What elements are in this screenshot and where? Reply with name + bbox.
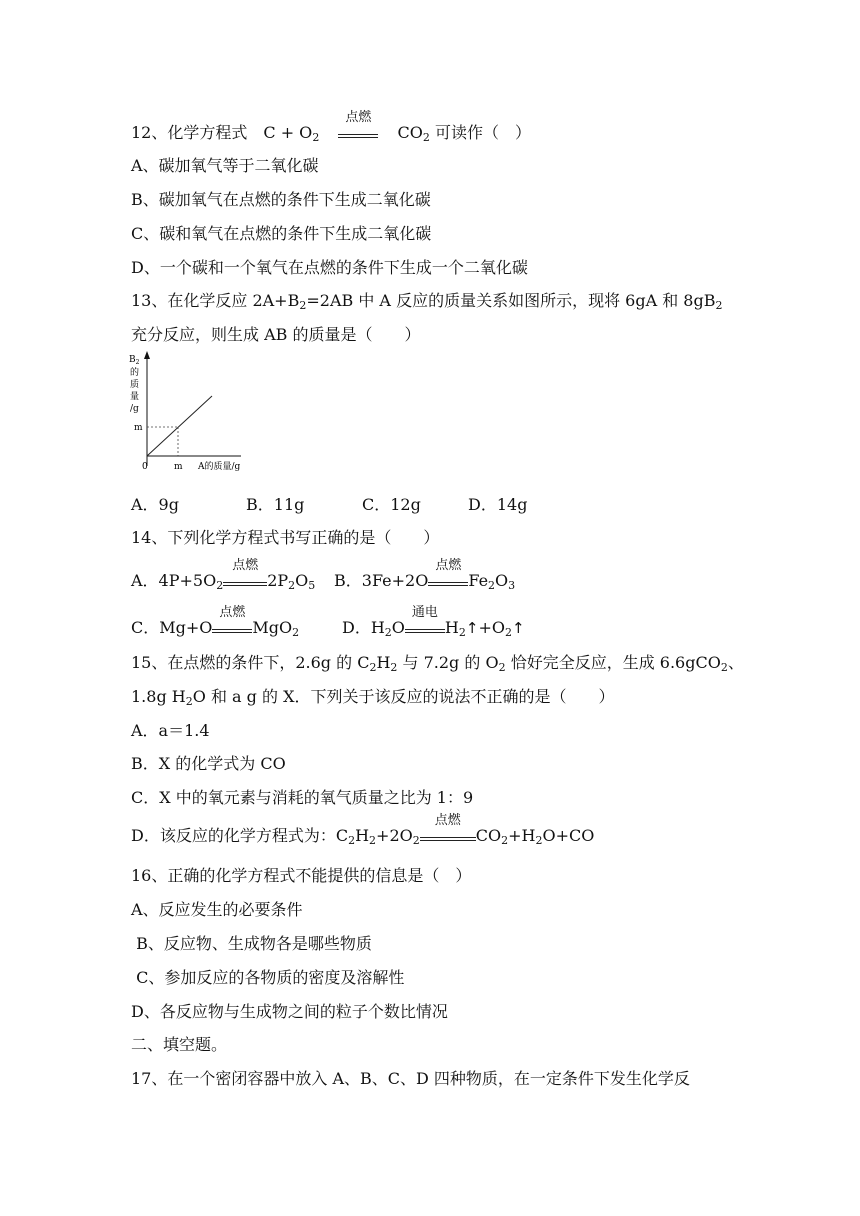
double-line: [338, 134, 378, 138]
section-heading: 二、填空题。: [131, 1035, 228, 1054]
reaction-condition: [212, 605, 252, 633]
reaction-condition: [420, 813, 476, 841]
q12-option-b: B、碳加氧气在点燃的条件下生成二氧化碳: [131, 190, 431, 209]
q13-mass-graph: [126, 348, 256, 478]
subscript: 2: [369, 661, 377, 674]
y-axis-arrow: [144, 351, 150, 359]
q14-a-reactants: A．4P+5O: [131, 571, 217, 590]
q12-stem: [131, 110, 531, 149]
subscript: 2: [390, 661, 398, 674]
q14-option-b: [334, 558, 516, 597]
q15-text-f: O 和 a g 的 X．下列关于该反应的说法不正确的是（ ）: [192, 687, 615, 706]
q15-stem-line1: 15、在点燃的条件下，2.6g 的 $C_2H_2$ 与 7.2g 的 $O_2$ 恰好完全反应，生成 6.6gCO$_2$、: [131, 653, 744, 674]
subscript: 3: [508, 579, 516, 592]
q14-option-c: [131, 605, 300, 644]
subscript: 2: [498, 661, 506, 674]
reaction-condition: [405, 605, 445, 633]
condition-label: 点燃: [435, 558, 462, 573]
subscript: 2: [715, 299, 723, 312]
q15-text-a: 15、在点燃的条件下，2.6g 的 C: [131, 653, 370, 672]
subscript: 2: [348, 834, 356, 847]
subscript: 2: [369, 834, 377, 847]
q13-stem-line2: 充分反应，则生成 AB 的质量是（ ）: [131, 325, 421, 344]
subscript: 2: [292, 626, 300, 639]
q14-c-product: MgO: [252, 618, 293, 637]
q12-stem-text: 12、化学方程式 C + O: [131, 123, 313, 142]
reaction-condition: [428, 558, 468, 586]
y-label-de: 的: [130, 368, 140, 378]
y-tick-m: m: [134, 423, 143, 433]
q13-option-c: C．12g: [362, 495, 421, 514]
q16-option-d: D、各反应物与生成物之间的粒子个数比情况: [131, 1002, 448, 1021]
q13-stem-line1: [131, 290, 723, 317]
double-line: [223, 582, 267, 586]
q15-option-d: [131, 813, 595, 852]
subscript: 2: [216, 579, 224, 592]
subscript: 2: [488, 579, 496, 592]
subscript: 2: [504, 626, 512, 639]
q14-d-product-h: H: [444, 618, 459, 637]
condition-label: 点燃: [434, 813, 461, 828]
mass-line: [147, 396, 212, 456]
subscript: 2: [312, 131, 320, 144]
subscript: 2: [501, 834, 509, 847]
q14-b-reactants: B．3Fe+2O: [334, 571, 429, 590]
q15-stem-line2: [131, 686, 614, 713]
q14-a-product-o: O: [295, 571, 309, 590]
subscript: 2: [185, 695, 193, 708]
q14-a-product: 2P: [267, 571, 289, 590]
q16-option-c: C、参加反应的各物质的密度及溶解性: [131, 968, 405, 987]
q15-text-c: 与 7.2g 的 O: [402, 653, 499, 672]
subscript: 2: [384, 626, 392, 639]
q13-text-b: =2AB 中 A 反应的质量关系如图所示，现将 6gA 和 8gB: [306, 291, 716, 310]
condition-label: 点燃: [232, 558, 259, 573]
y-label-unit: /g: [130, 404, 139, 414]
q14-d-product-o: +O: [478, 618, 505, 637]
y-label-zhi: 质: [130, 380, 140, 390]
q14-c-reactants: C．Mg+O: [131, 618, 213, 637]
q12-option-c: C、碳和氧气在点燃的条件下生成二氧化碳: [131, 224, 432, 243]
q15-d-h2o: +H: [508, 826, 536, 845]
q13-option-b: B．11g: [246, 495, 305, 514]
q15-option-b: B．X 的化学式为 CO: [131, 754, 286, 773]
reaction-condition: [223, 558, 267, 586]
q15-text-e: 1.8g H: [131, 687, 186, 706]
q14-d-reactant-o: O: [391, 618, 405, 637]
q14-option-a: [131, 558, 316, 597]
q15-d-h: H: [355, 826, 370, 845]
x-tick-m: m: [174, 462, 183, 472]
q12-option-d: D、一个碳和一个氧气在点燃的条件下生成一个二氧化碳: [131, 258, 528, 277]
y-label-b: $B_2$: [129, 355, 140, 366]
subscript: 2: [288, 579, 296, 592]
q14-d-reactant-h: D．H: [342, 618, 385, 637]
subscript: 2: [299, 299, 307, 312]
q13-text-a: 13、在化学反应 2A+B: [131, 291, 300, 310]
condition-label: 点燃: [345, 110, 372, 125]
q15-text-d: 恰好完全反应，生成 6.6gCO: [510, 653, 721, 672]
q14-stem: 14、下列化学方程式书写正确的是（ ）: [131, 528, 440, 547]
subscript: 2: [458, 626, 466, 639]
double-line: [420, 837, 476, 841]
subscript: 5: [308, 579, 316, 592]
q14-option-d: [342, 605, 525, 644]
q15-text-h: H: [376, 653, 391, 672]
gas-arrow-icon: ↑: [511, 619, 525, 637]
subscript: 2: [422, 131, 430, 144]
condition-label: 点燃: [219, 605, 246, 620]
q15-d-o: +2O: [376, 826, 413, 845]
double-line: [405, 629, 445, 633]
q17-stem: 17、在一个密闭容器中放入 A、B、C、D 四种物质，在一定条件下发生化学反: [131, 1069, 690, 1088]
q15-d-co2: CO: [475, 826, 502, 845]
formula-co2: CO: [397, 123, 423, 142]
subscript: 2: [412, 834, 420, 847]
x-axis-label: A的质量/g: [198, 462, 241, 472]
q15-d-text: D．该反应的化学方程式为：C: [131, 826, 349, 845]
gas-arrow-icon: ↑: [465, 619, 479, 637]
q14-b-product-o: O: [495, 571, 509, 590]
q16-option-b: B、反应物、生成物各是哪些物质: [131, 934, 372, 953]
q12-option-a: A、碳加氧气等于二氧化碳: [131, 156, 319, 175]
subscript: 2: [720, 661, 728, 674]
y-label-liang: 量: [130, 392, 140, 402]
q16-stem: 16、正确的化学方程式不能提供的信息是（ ）: [131, 866, 472, 885]
q15-option-a: A．a＝1.4: [131, 721, 210, 740]
q13-option-a: A．9g: [131, 495, 179, 514]
q14-b-product: Fe: [468, 571, 489, 590]
q16-option-a: A、反应发生的必要条件: [131, 900, 303, 919]
q12-stem-end: 可读作（ ）: [434, 123, 531, 142]
double-line: [428, 582, 468, 586]
subscript: 2: [535, 834, 543, 847]
q15-d-end: O+CO: [542, 826, 595, 845]
origin-label: 0: [142, 462, 148, 472]
reaction-condition: [338, 110, 378, 138]
q15-option-c: C．X 中的氧元素与消耗的氧气质量之比为 1：9: [131, 788, 474, 807]
q13-option-d: D．14g: [468, 495, 528, 514]
condition-label: 通电: [411, 605, 438, 620]
double-line: [212, 629, 252, 633]
